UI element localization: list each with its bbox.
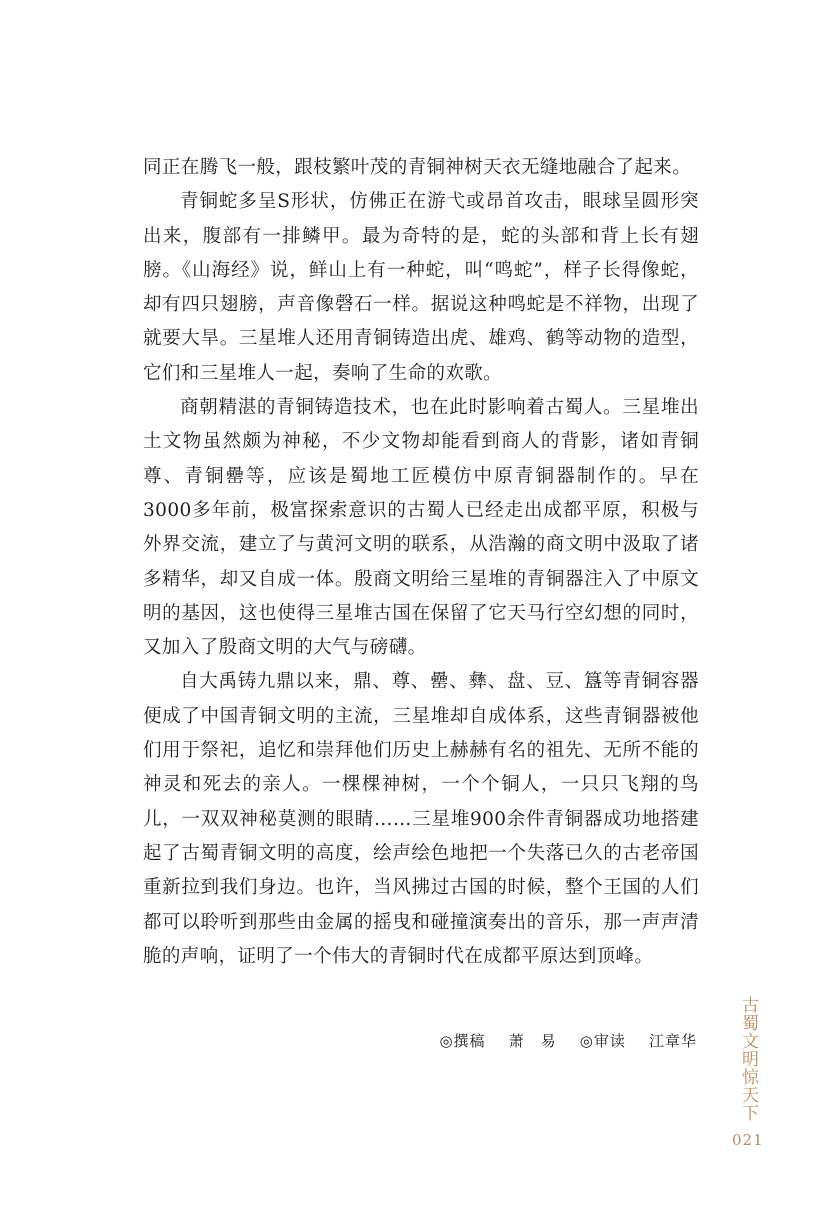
paragraph: 商朝精湛的青铜铸造技术，也在此时影响着古蜀人。三星堆出土文物虽然颇为神秘，不少文物却能看到商人的背影，诸如青铜尊、青铜罍等，应该是蜀地工匠模仿中原青铜器制作的。早在3000多年前，极富探索意识的古蜀人已经走出成都平原，积极与外界交流，建立了与黄河文明的联系，从浩瀚的商文明中汲取了诸多精华，却又自成一体。殷商文明给三星堆的青铜器注入了中原文明的基因，这也使得三星堆古国在保留了它天马行空幻想的同时，又加入了殷商文明的大气与磅礴。 (143, 397, 699, 659)
paragraph: 同正在腾飞一般，跟枝繁叶茂的青铜神树天衣无缝地融合了起来。 (143, 157, 692, 178)
writer-label: ◎撰稿 (439, 1032, 486, 1050)
credits (439, 1030, 697, 1051)
writer-name: 萧 易 (508, 1032, 557, 1050)
paragraph: 自大禹铸九鼎以来，鼎、尊、罍、彝、盘、豆、簋等青铜容器便成了中国青铜文明的主流，三星堆却自成体系，这些青铜器被他们用于祭祀，追忆和崇拜他们历史上赫赫有名的祖先、无所不能的神灵和死去的亲人。一棵棵神树，一个个铜人，一只只飞翔的鸟儿，一双双神秘莫测的眼睛……三星堆900余件青铜器成功地搭建起了古蜀青铜文明的高度，绘声绘色地把一个失落已久的古老帝国重新拉到我们身边。也许，当风拂过古国的时候，整个王国的人们都可以聆听到那些由金属的摇曳和碰撞演奏出的音乐，那一声声清脆的声响，证明了一个伟大的青铜时代在成都平原达到顶峰。 (143, 671, 699, 967)
paragraph: 青铜蛇多呈S形状，仿佛正在游弋或昂首攻击，眼球呈圆形突出来，腹部有一排鳞甲。最为奇特的是，蛇的头部和背上长有翅膀。《山海经》说，鲜山上有一种蛇，叫“鸣蛇”，样子长得像蛇，却有四只翅膀，声音像磬石一样。据说这种鸣蛇是不祥物，出现了就要大旱。三星堆人还用青铜铸造出虎、雄鸡、鹤等动物的造型，它们和三星堆人一起，奏响了生命的欢歌。 (143, 191, 699, 384)
running-title: 古蜀文明惊天下 (738, 996, 758, 1122)
reviewer-label: ◎审读 (579, 1032, 626, 1050)
body-text (143, 151, 699, 974)
page-number: 021 (732, 1131, 764, 1149)
reviewer-name: 江章华 (648, 1032, 697, 1050)
